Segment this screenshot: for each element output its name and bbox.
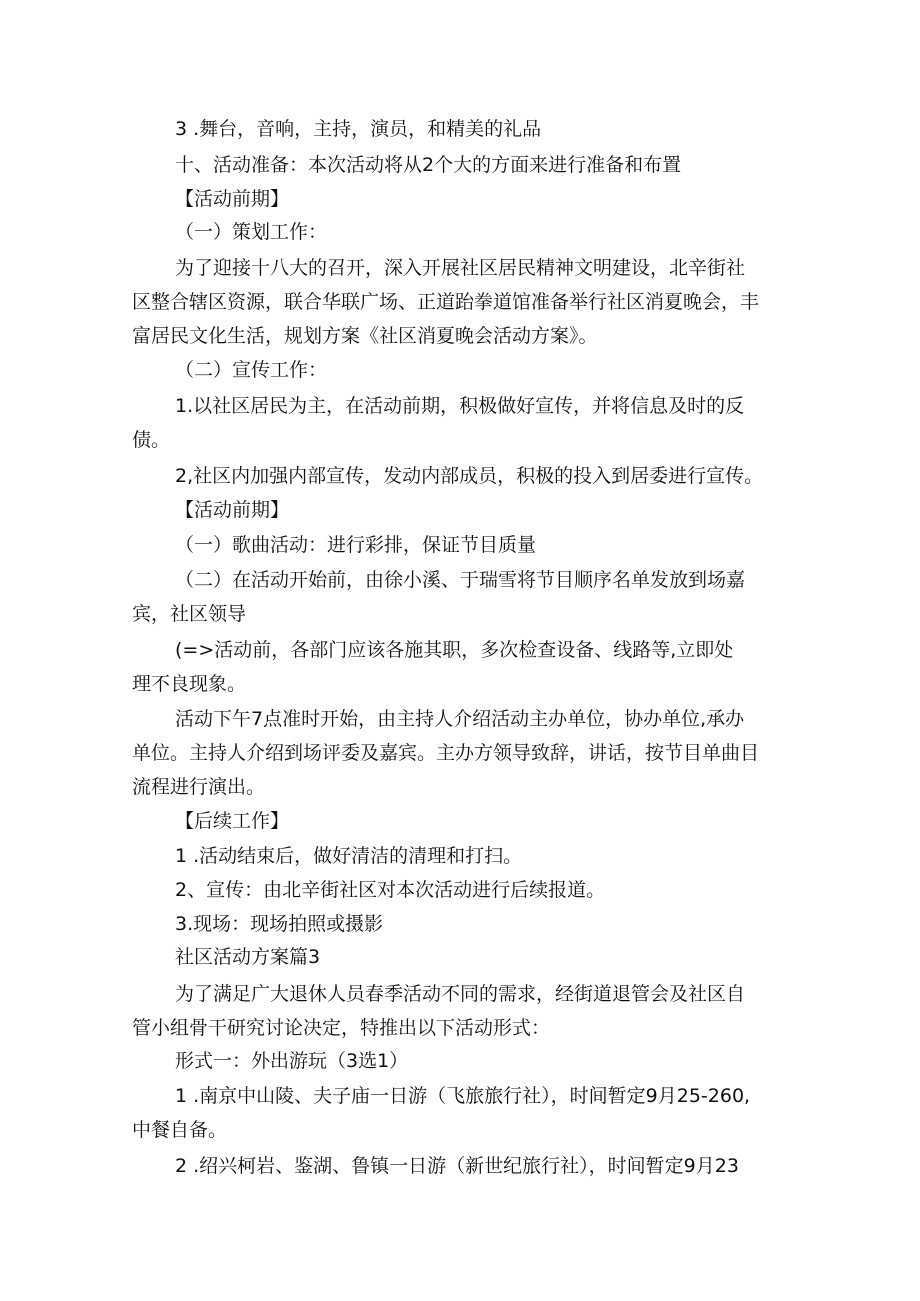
item-heading-publicity: （二）宣传工作：: [175, 359, 328, 381]
paragraph-line: (=>活动前，各部门应该各施其职，多次检查设备、线路等,立即处: [175, 639, 734, 661]
paragraph-line: 富居民文化生活，规划方案《社区消夏晚会活动方案》。: [132, 325, 598, 347]
item-heading-form-one: 形式一：外出游玩（3选1）: [175, 1050, 409, 1072]
list-item-photography: 3.现场：现场拍照或摄影: [175, 913, 384, 935]
subsection-heading-early-stage: 【活动前期】: [175, 188, 290, 210]
list-item-shaoxing-trip: 2 .绍兴柯岩、鉴湖、鲁镇一日游（新世纪旅行社），时间暂定9月23: [175, 1155, 739, 1177]
paragraph-line: 流程进行演出。: [132, 776, 266, 798]
list-item-cleanup: 1 .活动结束后，做好清洁的清理和打扫。: [175, 845, 523, 867]
list-item-report: 2、宣传：由北辛街社区对本次活动进行后续报道。: [175, 879, 606, 901]
paragraph-line: 债。: [132, 429, 171, 451]
paragraph-line: 中餐自备。: [132, 1119, 228, 1141]
list-item-stage-audio: 3 .舞台，音响，主持，演员，和精美的礼品: [175, 118, 542, 140]
list-item-nanjing-trip: 1 .南京中山陵、夫子庙一日游（飞旅旅行社），时间暂定9月25-260,: [175, 1085, 751, 1107]
paragraph-line: （二）在活动开始前，由徐小溪、于瑞雪将节目顺序名单发放到场嘉: [175, 569, 746, 591]
paragraph-line: 活动下午7点准时开始，由主持人介绍活动主办单位，协办单位,承办: [175, 708, 745, 730]
paragraph-line: 宾，社区领导: [132, 603, 247, 625]
paragraph-line: 单位。主持人介绍到场评委及嘉宾。主办方领导致辞，讲话，按节目单曲目: [132, 742, 760, 764]
item-heading-planning: （一）策划工作：: [175, 221, 328, 243]
paragraph-line: 2,社区内加强内部宣传，发动内部成员，积极的投入到居委进行宣传。: [175, 465, 764, 487]
section-title-plan-3: 社区活动方案篇3: [175, 946, 321, 968]
paragraph-line: 管小组骨干研究讨论决定，特推出以下活动形式：: [132, 1017, 551, 1039]
item-song-activity: （一）歌曲活动：进行彩排，保证节目质量: [175, 534, 537, 556]
subsection-heading-early-stage-2: 【活动前期】: [175, 499, 290, 521]
section-heading-preparation: 十、活动准备：本次活动将从2个大的方面来进行准备和布置: [175, 154, 682, 176]
paragraph-line: 区整合辖区资源，联合华联广场、正道跆拳道馆准备举行社区消夏晚会，丰: [132, 291, 760, 313]
subsection-heading-follow-up: 【后续工作】: [175, 810, 290, 832]
paragraph-line: 理不良现象。: [132, 673, 247, 695]
paragraph-line: 1.以社区居民为主，在活动前期，积极做好宣传，并将信息及时的反: [175, 395, 745, 417]
paragraph-line: 为了满足广大退休人员春季活动不同的需求，经街道退管会及社区自: [175, 983, 746, 1005]
paragraph-line: 为了迎接十八大的召开，深入开展社区居民精神文明建设，北辛街社: [175, 257, 746, 279]
